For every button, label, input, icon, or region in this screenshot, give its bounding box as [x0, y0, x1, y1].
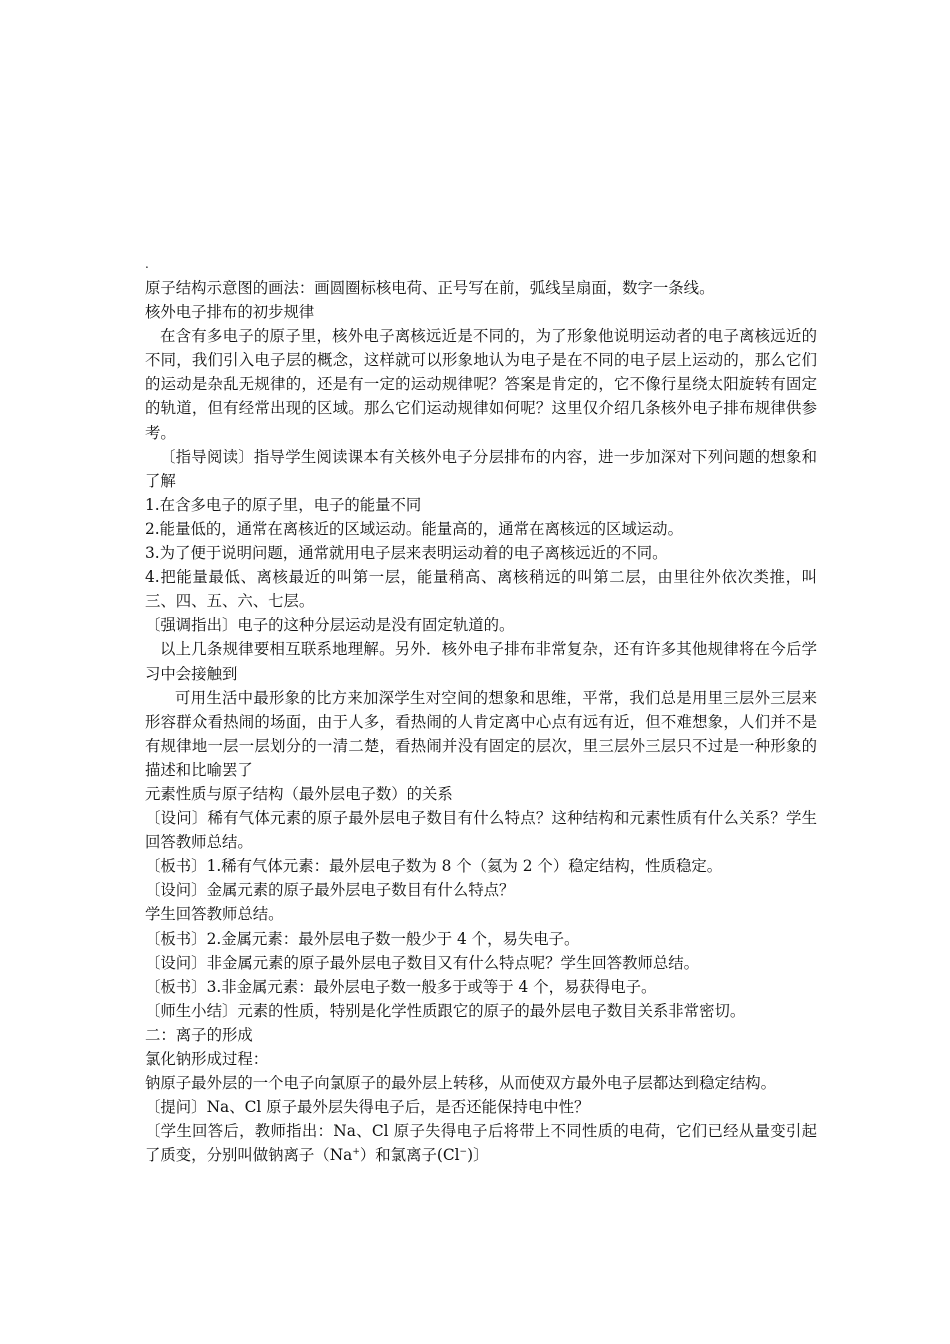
paragraph-guided-reading: 〔指导阅读〕指导学生阅读课本有关核外电子分层排布的内容，进一步加深对下列问题的想象和了解: [145, 447, 817, 490]
paragraph-mutual-rules: 以上几条规律要相互联系地理解。另外．核外电子排布非常复杂，还有许多其他规律将在今后学习中会接触到: [145, 640, 817, 683]
heading-nacl-formation: 氯化钠形成过程：: [145, 1050, 269, 1068]
paragraph-question-neutrality: 〔提问〕Na、Cl 原子最外层失得电子后，是否还能保持电中性？: [145, 1098, 590, 1117]
paragraph-electron-transfer: 钠原子最外层的一个电子向氯原子的最外层上转移，从而使双方最外电子层都达到稳定结构。: [145, 1074, 777, 1093]
stray-dot: .: [145, 257, 149, 271]
paragraph-summary: 〔师生小结〕元素的性质，特别是化学性质跟它的原子的最外层电子数目关系非常密切。: [145, 1001, 746, 1020]
list-item-2: 2.能量低的，通常在离核近的区域运动。能量高的，通常在离核远的区域运动。: [145, 519, 683, 538]
ion-text-part-1: 〔学生回答后，教师指出：Na、Cl 原子失得电子后将带上不同性质的电荷，它们已经从量变引起了质变，分别叫做钠离子（Na: [145, 1122, 817, 1165]
paragraph-question-metal: 〔设问〕金属元素的原子最外层电子数目有什么特点？: [145, 881, 515, 900]
list-item-3: 3.为了便于说明问题，通常就用电子层来表明运动着的电子离核远近的不同。: [145, 544, 668, 563]
paragraph-analogy: 可用生活中最形象的比方来加深学生对空间的想象和思维，平常，我们总是用里三层外三层来形容群众看热闹的场面，由于人多，看热闹的人肯定离中心点有远有近，但不难想象，人们并不是有规律地一层一层划分的一清二楚，看热闹并没有固定的层次，里三层外三层只不过是一种形象的描述和比喻罢了: [145, 688, 817, 779]
ion-text-part-3: )〕: [467, 1146, 489, 1165]
paragraph-question-noble-gas: 〔设问〕稀有气体元素的原子最外层电子数目有什么特点？这种结构和元素性质有什么关系？学生回答教师总结。: [145, 809, 817, 852]
paragraph-board-nonmetal: 〔板书〕3.非金属元素：最外层电子数一般多于或等于 4 个，易获得电子。: [145, 977, 657, 996]
paragraph-board-metal: 〔板书〕2.金属元素：最外层电子数一般少于 4 个，易失电子。: [145, 929, 580, 948]
paragraph-question-nonmetal: 〔设问〕非金属元素的原子最外层电子数目又有什么特点呢？学生回答教师总结。: [145, 953, 700, 972]
list-item-4: 4.把能量最低、离核最近的叫第一层，能量稍高、离核稍远的叫第二层，由里往外依次类推，叫三、四、五、六、七层。: [145, 568, 817, 611]
list-item-1: 1.在含多电子的原子里，电子的能量不同: [145, 495, 422, 514]
heading-ion-formation: 二：离子的形成: [145, 1025, 253, 1044]
heading-element-properties: 元素性质与原子结构（最外层电子数）的关系: [145, 784, 453, 803]
chloride-charge-superscript: −: [459, 1147, 468, 1158]
ion-text-part-2: ）和氯离子(Cl: [359, 1146, 460, 1165]
sodium-charge-superscript: +: [352, 1147, 360, 1158]
heading-electron-rules: 核外电子排布的初步规律: [145, 303, 315, 322]
paragraph-emphasis: 〔强调指出〕电子的这种分层运动是没有固定轨道的。: [145, 616, 515, 635]
paragraph-ion-explanation: [145, 1119, 817, 1167]
paragraph-student-answer: 学生回答教师总结。: [145, 905, 284, 924]
paragraph-diagram-method: 原子结构示意图的画法：画圆圈标核电荷、正号写在前，弧线呈扇面，数字一条线。: [145, 279, 715, 297]
paragraph-board-noble-gas: 〔板书〕1.稀有气体元素：最外层电子数为 8 个（氦为 2 个）稳定结构，性质稳定。: [145, 857, 723, 876]
paragraph-electron-layers: 在含有多电子的原子里，核外电子离核远近是不同的，为了形象他说明运动者的电子离核远近的不同，我们引入电子层的概念，这样就可以形象地认为电子是在不同的电子层上运动的，那么它们的运动是杂乱无规律的，还是有一定的运动规律呢？答案是肯定的，它不像行星绕太阳旋转有固定的轨道，但有经常出现的区域。那么它们运动规律如何呢？这里仅介绍几条核外电子排布规律供参考。: [145, 327, 817, 442]
document-body: [145, 252, 817, 1167]
